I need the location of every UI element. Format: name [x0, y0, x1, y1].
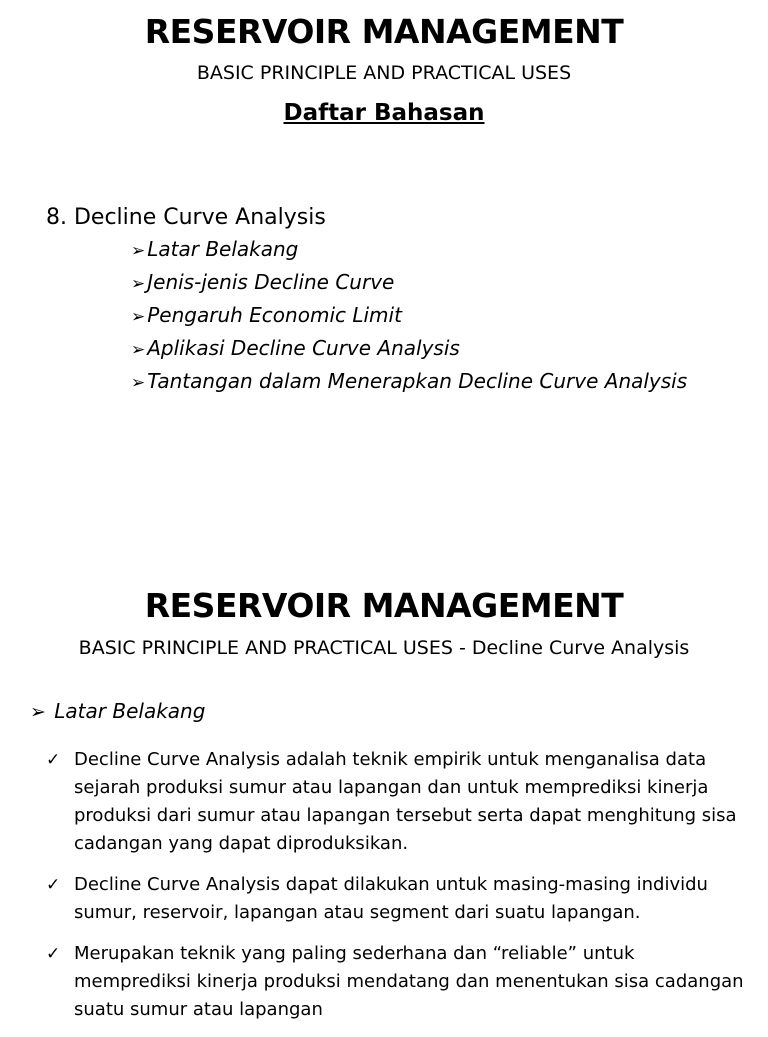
- arrow-bullet-icon: ➢: [131, 340, 146, 360]
- checkmark-icon: ✓: [46, 875, 61, 895]
- section-heading: 8. Decline Curve Analysis: [46, 205, 326, 230]
- arrow-bullet-icon: ➢: [131, 274, 146, 294]
- list-item: ➢ Aplikasi Decline Curve Analysis: [131, 336, 460, 360]
- topic-list: [131, 234, 687, 399]
- list-item: ✓ Decline Curve Analysis adalah teknik empirik untuk menganalisa data sejarah produksi sumur atau lapangan dan untuk memprediksi kinerja produksi dari sumur atau lapangan tersebut serta dapat menghitung sisa cadangan yang dapat diproduksikan.: [46, 746, 746, 858]
- arrow-bullet-icon: ➢: [30, 701, 46, 723]
- arrow-bullet-icon: ➢: [131, 241, 146, 261]
- agenda-heading: Daftar Bahasan: [283, 100, 485, 126]
- points-list: [46, 746, 746, 1037]
- slide-title: RESERVOIR MANAGEMENT: [144, 12, 624, 51]
- list-item: ➢ Tantangan dalam Menerapkan Decline Curve Analysis: [131, 369, 688, 393]
- checkmark-icon: ✓: [46, 944, 61, 964]
- slide-subtitle: BASIC PRINCIPLE AND PRACTICAL USES - Decline Curve Analysis: [78, 637, 690, 659]
- list-item: ➢ Latar Belakang: [131, 237, 299, 261]
- list-item: ✓ Decline Curve Analysis dapat dilakukan untuk masing-masing individu sumur, reservoir, lapangan atau segment dari suatu lapangan.: [46, 871, 746, 927]
- arrow-bullet-icon: ➢: [131, 373, 146, 393]
- checkmark-icon: ✓: [46, 750, 61, 770]
- section-heading: ➢ Latar Belakang: [30, 699, 206, 723]
- arrow-bullet-icon: ➢: [131, 307, 146, 327]
- slide-subtitle: BASIC PRINCIPLE AND PRACTICAL USES: [196, 62, 572, 84]
- slide-1: [0, 0, 768, 512]
- list-item: ✓ Merupakan teknik yang paling sederhana dan “reliable” untuk memprediksi kinerja produksi mendatang dan menentukan sisa cadangan suatu sumur atau lapangan: [46, 940, 746, 1024]
- list-item: ➢ Jenis-jenis Decline Curve: [131, 270, 395, 294]
- list-item: ➢ Pengaruh Economic Limit: [131, 303, 402, 327]
- slide-title: RESERVOIR MANAGEMENT: [144, 586, 624, 625]
